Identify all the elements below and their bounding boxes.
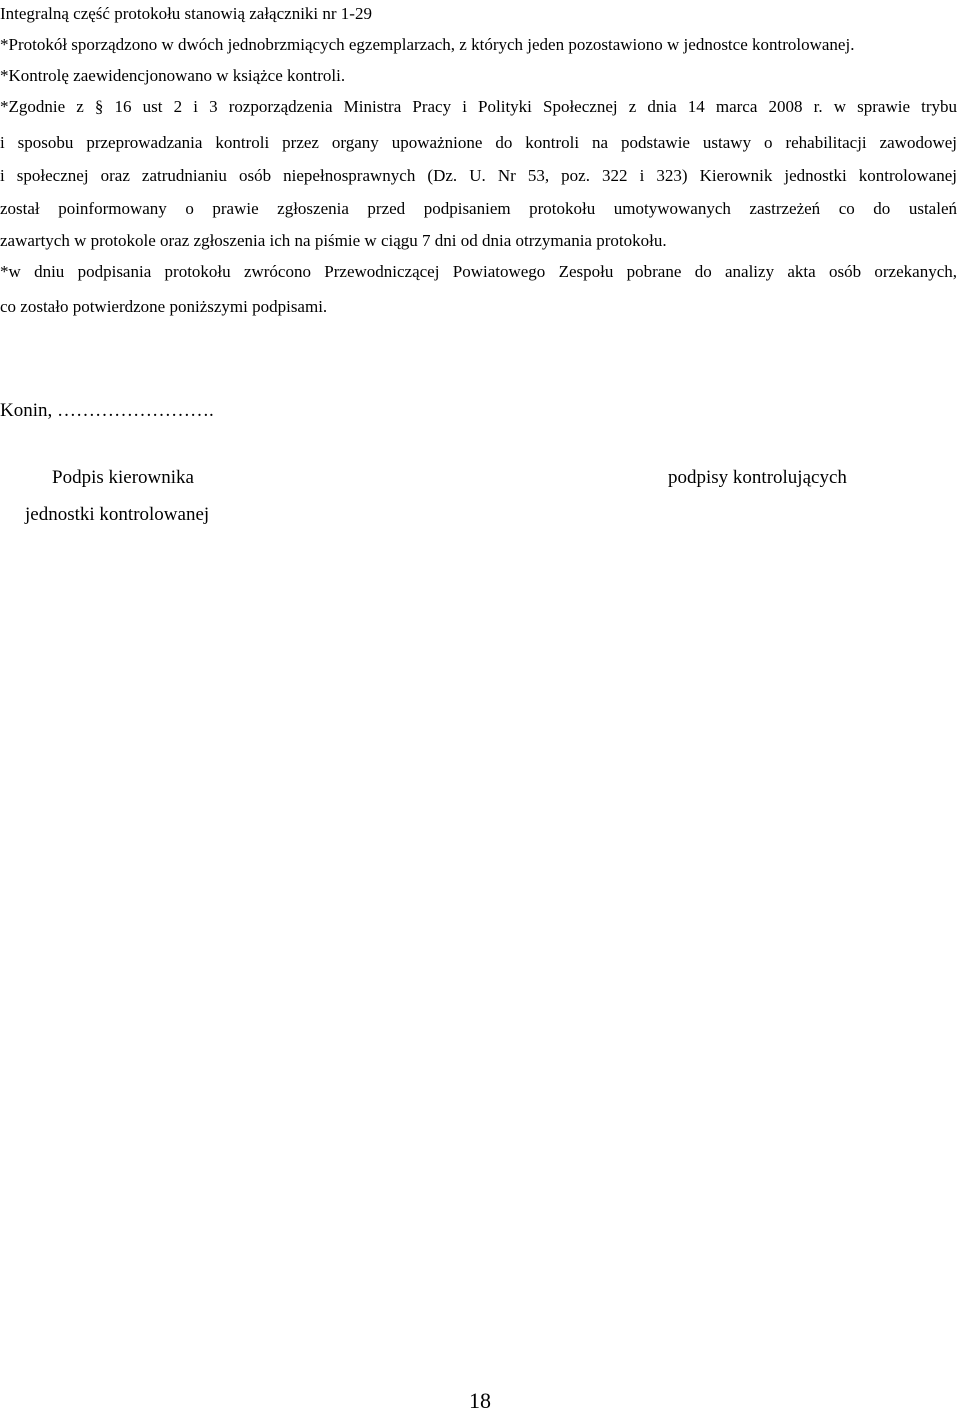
paragraph-line: co zostało potwierdzone poniższymi podpisami. — [0, 297, 328, 316]
paragraph-line: zawartych w protokole oraz zgłoszenia ich na piśmie w ciągu 7 dni od dnia otrzymania protokołu. — [0, 231, 667, 250]
attachments-heading: Integralną część protokołu stanowią załączniki nr 1-29 — [0, 4, 372, 23]
paragraph-line: został poinformowany o prawie zgłoszenia przed podpisaniem protokołu umotywowanych zastrzeżeń co do ustaleń — [0, 199, 957, 218]
note-copies: *Protokół sporządzono w dwóch jednobrzmiących egzemplarzach, z których jeden pozostawiono w jednostce kontrolowanej. — [0, 35, 855, 54]
paragraph-line: *w dniu podpisania protokołu zwrócono Przewodniczącej Powiatowego Zespołu pobrane do analizy akta osób orzekanych, — [0, 262, 957, 281]
place-date: Konin, ……………………. — [0, 400, 214, 421]
signature-unit-label: jednostki kontrolowanej — [25, 504, 210, 525]
note-registered: *Kontrolę zaewidencjonowano w książce kontroli. — [0, 66, 346, 85]
signature-head-label: Podpis kierownika — [52, 467, 194, 488]
paragraph-line: i sposobu przeprowadzania kontroli przez organy upoważnione do kontroli na podstawie ustawy o rehabilitacji zawodowej — [0, 133, 957, 152]
signature-inspectors-label: podpisy kontrolujących — [668, 467, 847, 488]
page-number: 18 — [469, 1388, 491, 1413]
paragraph-line: *Zgodnie z § 16 ust 2 i 3 rozporządzenia Ministra Pracy i Polityki Społecznej z dnia 14 marca 2008 r. w sprawie trybu — [0, 97, 957, 116]
paragraph-line: i społecznej oraz zatrudnianiu osób niepełnosprawnych (Dz. U. Nr 53, poz. 322 i 323) Kierownik jednostki kontrolowanej — [0, 166, 957, 185]
